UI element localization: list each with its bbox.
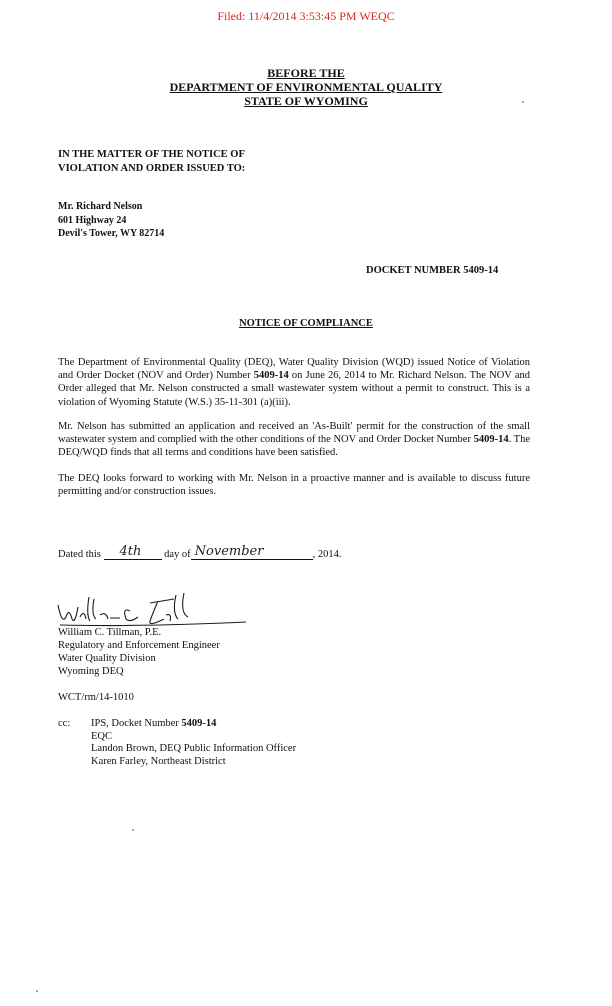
cc-line-1-prefix: IPS, Docket Number [91,718,182,729]
signature [56,585,256,630]
respondent-address [58,200,164,241]
respondent-city: Devil's Tower, WY 82714 [58,228,165,239]
scan-speck [132,829,134,831]
paragraph-1-docket: 5409-14 [253,370,289,382]
respondent-name: Mr. Richard Nelson [58,201,143,212]
caption-line-2: DEPARTMENT OF ENVIRONMENTAL QUALITY [169,80,443,94]
scan-speck [522,101,524,103]
handwritten-month: November [194,544,264,559]
dated-line [58,544,342,560]
caption-block [0,66,612,108]
day-blank [104,544,162,560]
signer-name: William C. Tillman, P.E. [58,627,162,638]
cc-line-3: Landon Brown, DEQ Public Information Officer [91,743,297,754]
notice-title: NOTICE OF COMPLIANCE [239,318,373,329]
cc-label: cc: [58,718,71,729]
reference-initials: WCT/rm/14-1010 [58,692,134,703]
filed-stamp: Filed: 11/4/2014 3:53:45 PM WEQC [217,9,395,23]
paragraph-2-docket: 5409-14 [473,434,509,446]
signer-division: Water Quality Division [58,653,156,664]
paragraph-2-after: . The DEQ/WQD finds that all terms and conditions have been satisfied. [58,434,530,459]
dated-middle: day of [164,549,191,560]
signer-title: Regulatory and Enforcement Engineer [58,640,220,651]
paragraph-1-before: The Department of Environmental Quality (DEQ), Water Quality Division (WQD) issued Notice of Violation and Order Docket (NOV and Order) Number [58,357,530,382]
caption-line-3: STATE OF WYOMING [244,94,368,108]
paragraph-2 [58,420,530,460]
caption-line-1: BEFORE THE [267,66,345,80]
paragraph-1-after: on June 26, 2014 to Mr. Richard Nelson. The NOV and Order alleged that Mr. Nelson constructed a small wastewater system without a permit to construct. This is a violation of Wyoming Statute (W.S.) 35-11-301 (a)(iii). [58,370,530,408]
cc-list [91,718,296,768]
signer-block [58,626,220,678]
respondent-street: 601 Highway 24 [58,214,127,226]
handwritten-day: 4th [119,544,142,559]
matter-heading [58,148,245,176]
matter-line-1: IN THE MATTER OF THE NOTICE OF [58,149,245,160]
dated-suffix: , 2014. [312,549,342,560]
paragraph-3: The DEQ looks forward to working with Mr. Nelson in a proactive manner and is available to discuss future permitting and/or construction issues. [58,473,530,498]
paragraph-1 [58,356,530,409]
docket-number: DOCKET NUMBER 5409-14 [366,265,499,276]
signer-agency: Wyoming DEQ [58,666,124,677]
month-blank [191,544,313,560]
cc-line-1-docket: 5409-14 [181,718,217,729]
cc-line-1 [91,718,296,731]
matter-line-2: VIOLATION AND ORDER ISSUED TO: [58,163,246,174]
scan-speck [36,990,38,992]
cc-line-4: Karen Farley, Northeast District [91,755,226,767]
paragraph-2-before: Mr. Nelson has submitted an application and received an 'As-Built' permit for the construction of the small wastewater system and complied with the other conditions of the NOV and Order Docket Number [58,421,530,446]
cc-line-2: EQC [91,730,112,742]
dated-prefix: Dated this [58,549,101,560]
